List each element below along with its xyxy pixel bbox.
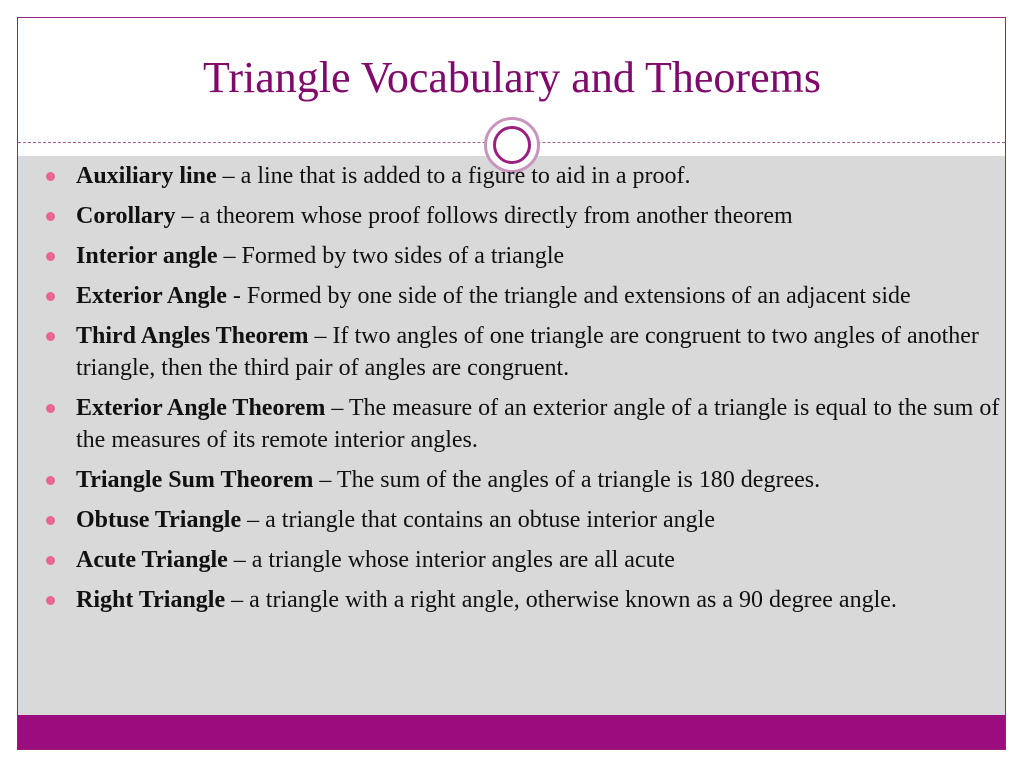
list-item	[40, 392, 1006, 456]
definition: – The sum of the angles of a triangle is 180 degrees.	[313, 467, 821, 493]
list-item	[40, 320, 1006, 384]
bullet-list	[40, 160, 1006, 624]
list-item	[40, 160, 1006, 192]
list-item	[40, 464, 1006, 496]
definition: – a line that is added to a figure to aid in a proof.	[216, 163, 691, 189]
term: Exterior Angle	[76, 283, 227, 309]
term: Exterior Angle Theorem	[76, 395, 326, 421]
bullet-icon	[46, 404, 55, 413]
definition: – a triangle with a right angle, otherwise known as a 90 degree angle.	[225, 587, 897, 613]
bullet-icon	[46, 516, 55, 525]
definition: – a triangle that contains an obtuse interior angle	[241, 507, 715, 533]
bullet-icon	[46, 212, 55, 221]
list-item	[40, 280, 1006, 312]
bullet-icon	[46, 596, 55, 605]
list-item	[40, 544, 1006, 576]
bullet-icon	[46, 172, 55, 181]
bullet-icon	[46, 332, 55, 341]
term: Third Angles Theorem	[76, 323, 309, 349]
list-item	[40, 584, 1006, 616]
term: Right Triangle	[76, 587, 226, 613]
definition: – a theorem whose proof follows directly from another theorem	[175, 203, 793, 229]
list-item	[40, 200, 1006, 232]
list-item	[40, 240, 1006, 272]
list-item	[40, 504, 1006, 536]
term: Triangle Sum Theorem	[76, 467, 314, 493]
term: Corollary	[76, 203, 176, 229]
circle-ornament-inner	[493, 126, 531, 164]
definition: – If two angles of one triangle are congruent to two angles of another triangle, then the third pair of angles are congruent.	[76, 323, 979, 381]
term: Obtuse Triangle	[76, 507, 242, 533]
definition: – Formed by two sides of a triangle	[217, 243, 565, 269]
term: Acute Triangle	[76, 547, 228, 573]
definition: - Formed by one side of the triangle and extensions of an adjacent side	[226, 283, 911, 309]
bullet-icon	[46, 292, 55, 301]
definition: – a triangle whose interior angles are all acute	[227, 547, 675, 573]
term: Interior angle	[76, 243, 218, 269]
term: Auxiliary line	[76, 163, 217, 189]
footer-bar	[18, 715, 1005, 749]
bullet-icon	[46, 252, 55, 261]
bullet-icon	[46, 556, 55, 565]
slide-title: Triangle Vocabulary and Theorems	[203, 53, 821, 102]
definition: – The measure of an exterior angle of a triangle is equal to the sum of the measures of its remote interior angles.	[76, 395, 1000, 453]
bullet-icon	[46, 476, 55, 485]
